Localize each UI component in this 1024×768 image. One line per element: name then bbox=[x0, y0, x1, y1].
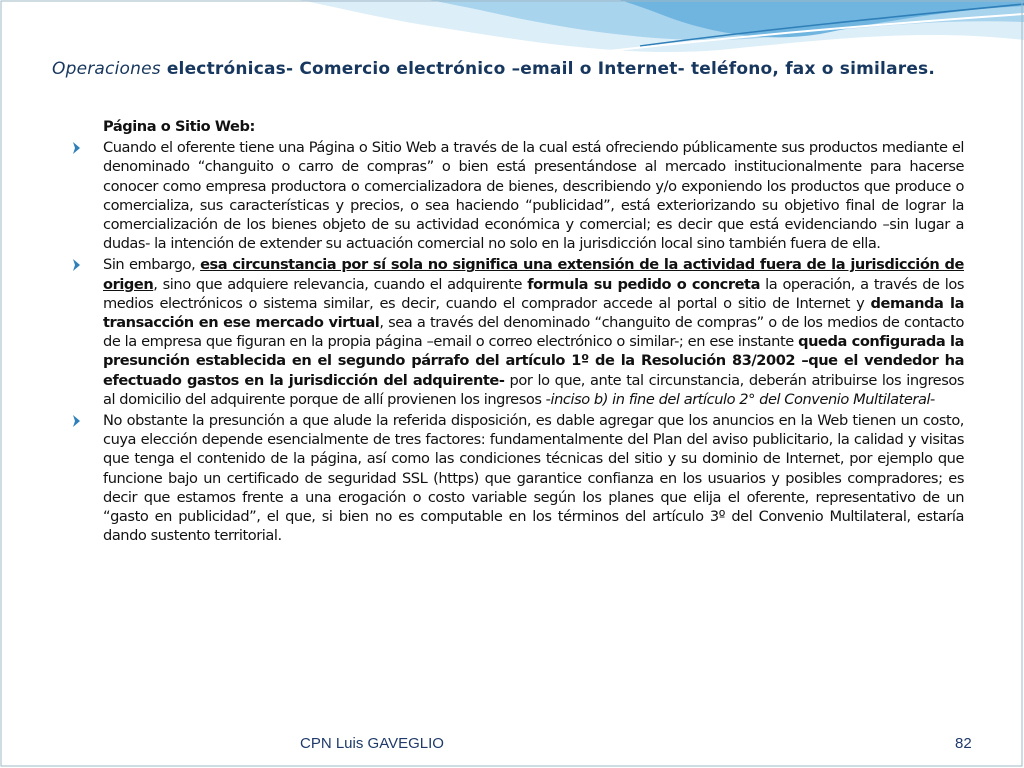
bullet-2-text-a: Sin embargo, bbox=[103, 256, 201, 274]
subheading: Página o Sitio Web: bbox=[103, 118, 255, 135]
title-rest: electrónicas- Comercio electrónico –email o Internet- teléfono, fax o similares. bbox=[166, 59, 936, 79]
footer-author: CPN Luis GAVEGLIO bbox=[300, 735, 444, 752]
page-number: 82 bbox=[955, 735, 972, 752]
bullet-1-text: Cuando el oferente tiene una Página o Sitio Web a través de la cual está ofreciendo públicamente sus productos mediante el denominado “changuito o carro de compras” o bien está presentándose al mercado institucionalmente para hacerse conocer como empresa productora o comercializadora de bienes, describiendo y/o exponiendo los productos que produce o comercializa, sus características y precios, o sea haciendo “publicidad”, está exteriorizando su objetivo final de lograr la comercialización de los bienes objeto de su actividad económica y comercial; es decir que está evidenciando –sin lugar a dudas- la intención de extender su actuación comercial no solo en la jurisdicción local sino también fuera de ella. bbox=[103, 139, 964, 253]
bullet-2-text-c: la operación, a través de los medios electrónicos o sistema similar, es decir, cuando el comprador accede al portal o sitio de Internet y bbox=[103, 275, 964, 312]
bullet-2-bold-1: formula su pedido o concreta bbox=[527, 275, 760, 293]
arrow-bullet-icon bbox=[72, 415, 81, 427]
bullet-2-text-d: , sea a través del denominado “changuito de compras” o de los medios de contacto de la empresa que figuran en la propia página –email o correo electrónico o similar-; en ese instante bbox=[103, 314, 964, 351]
bullet-3-text: No obstante la presunción a que alude la referida disposición, es dable agregar que los anuncios en la Web tienen un costo, cuya elección depende esencialmente de tres factores: fundamentalmente del Plan del aviso publicitario, la calidad y visitas que tenga el contenido de la página, así como las condiciones técnicas del sitio y su dominio de Internet, por ejemplo que funcione bajo un certificado de seguridad SSL (https) que garantice confianza en los usuarios y posibles compradores; es decir que estamos frente a una erogación o costo variable según los planes que elija el oferente, representativo de un “gasto en publicidad”, el que, si bien no es computable en los términos del artículo 3º del Convenio Multilateral, estaría dando sustento territorial. bbox=[103, 412, 964, 545]
bullet-2-bold-3: queda configurada la presunción establecida en el segundo párrafo del artículo 1º de la Resolución 83/2002 –que el vendedor ha efectuado gastos en la jurisdicción del adquirente- bbox=[103, 333, 964, 389]
bullet-3 bbox=[72, 411, 964, 545]
arrow-bullet-icon bbox=[72, 259, 81, 271]
bullet-1 bbox=[72, 138, 964, 253]
bullet-2-bold-2: demanda la transacción en ese mercado virtual bbox=[103, 294, 964, 332]
slide-body bbox=[72, 117, 964, 547]
bullet-2-text-e: por lo que, ante tal circunstancia, deberán atribuirse los ingresos al domicilio del adquirente porque de allí provienen los ingresos - bbox=[103, 371, 964, 408]
bullet-2-text-f: - bbox=[930, 390, 935, 408]
bullet-2-underlined: esa circunstancia por sí sola no significa una extensión de la actividad fuera de la jurisdicción de origen bbox=[103, 256, 964, 293]
arrow-bullet-icon bbox=[72, 142, 81, 154]
slide-title bbox=[52, 58, 976, 80]
title-italic: Operaciones bbox=[52, 59, 161, 79]
bullet-2 bbox=[72, 255, 964, 409]
bullet-2-text-b: , sino que adquiere relevancia, cuando el adquirente bbox=[153, 275, 528, 293]
bullet-2-italic: inciso b) in fine del artículo 2° del Convenio Multilateral bbox=[550, 390, 931, 408]
